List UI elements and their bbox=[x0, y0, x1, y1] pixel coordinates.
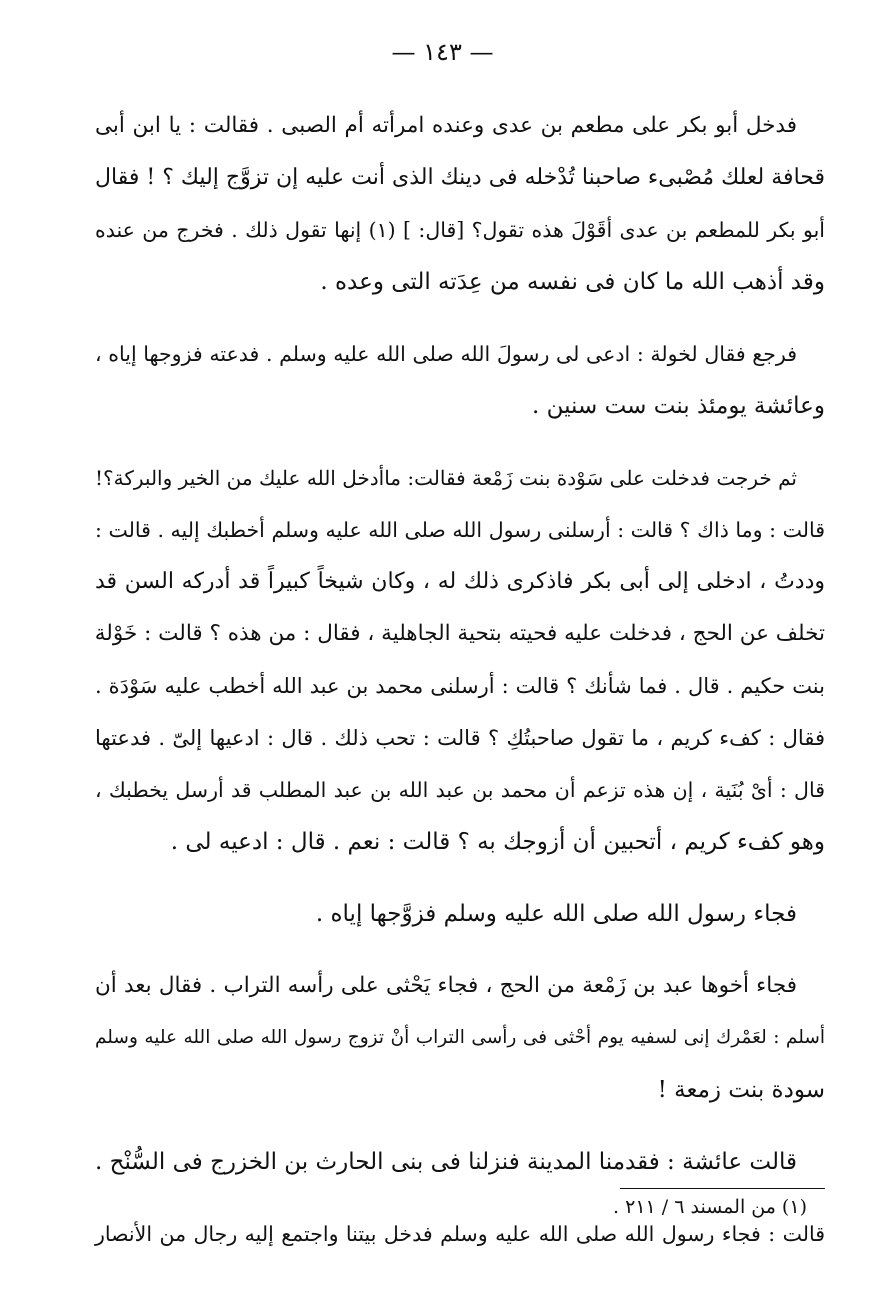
paragraph-1 bbox=[95, 100, 825, 308]
text-line: تخلف عن الحج ، فدخلت عليه فحيته بتحية الجاهلية ، فقال : من هذه ؟ قالت : خَوْلة bbox=[94, 621, 825, 646]
text-line: قالت : وما ذاك ؟ قالت : أرسلنى رسول الله صلى الله عليه وسلم أخطبك إليه . قالت : bbox=[95, 518, 825, 542]
text-line: وهو كفء كريم ، أتحبين أن أزوجك به ؟ قالت : نعم . قال : ادعيه لى . bbox=[170, 829, 825, 855]
text-line: قحافة لعلك مُصْبىء صاحبنا تُدْخله فى دينك الذى أنت عليه إن تزوَّج إليك ؟ ! فقال bbox=[95, 165, 825, 190]
page-number: — ١٤٣ — bbox=[391, 38, 494, 66]
text-line: قال : أىْ بُنَية ، إن هذه تزعم أن محمد بن عبد الله بن عبد المطلب قد أرسل يخطبك ، bbox=[95, 778, 825, 802]
text-line: ثم خرجت فدخلت على سَوْدة بنت زَمْعة فقالت: ماأدخل الله عليك من الخير والبركة؟! bbox=[95, 466, 797, 490]
text-line: سودة بنت زمعة ! bbox=[657, 1077, 825, 1103]
text-line: فجاء رسول الله صلى الله عليه وسلم فزوَّجها إياه . bbox=[315, 901, 797, 927]
text-line: قالت عائشة : فقدمنا المدينة فنزلنا فى بنى الحارث بن الخزرج فى السُّنْح . bbox=[94, 1149, 797, 1175]
text-line: فقال : كفء كريم ، ما تقول صاحبتُكِ ؟ قالت : تحب ذلك . قال : ادعيها إلىّ . فدعتها bbox=[95, 726, 825, 750]
body-text bbox=[95, 100, 825, 1280]
footnote: (١) من المسند ٦ / ٢١١ . bbox=[613, 1196, 807, 1218]
text-line: بنت حكيم . قال . فما شأنك ؟ قالت : أرسلنى محمد بن عبد الله أخطب عليه سَوْدَة . bbox=[95, 674, 825, 698]
paragraph-6 bbox=[95, 1136, 825, 1188]
text-line: قالت : فجاء رسول الله صلى الله عليه وسلم فدخل بيتنا واجتمع إليه رجال من الأنصار bbox=[95, 1222, 825, 1246]
paragraph-4 bbox=[95, 888, 825, 940]
text-line: وقد أذهب الله ما كان فى نفسه من عِدَته التى وعده . bbox=[320, 269, 825, 295]
text-line: فدخل أبو بكر على مطعم بن عدى وعنده امرأته أم الصبى . فقالت : يا ابن أبى bbox=[95, 113, 797, 138]
paragraph-3 bbox=[95, 452, 825, 868]
paragraph-2 bbox=[95, 328, 825, 432]
text-line: فرجع فقال لخولة : ادعى لى رسولَ الله صلى الله عليه وسلم . فدعته فزوجها إياه ، bbox=[95, 342, 797, 366]
text-line: فجاء أخوها عبد بن زَمْعة من الحج ، فجاء يَحْثى على رأسه التراب . فقال بعد أن bbox=[95, 973, 797, 998]
text-line: وعائشة يومئذ بنت ست سنين . bbox=[531, 393, 825, 419]
text-line: أسلم : لعَمْرك إنى لسفيه يوم أحْثى فى رأسى التراب أنْ تزوج رسول الله صلى الله عليه وسلم bbox=[95, 1027, 825, 1048]
text-line: وددتُ ، ادخلى إلى أبى بكر فاذكرى ذلك له ، وكان شيخاً كبيراً قد أدركه السن قد bbox=[95, 569, 825, 594]
paragraph-5 bbox=[95, 960, 825, 1116]
text-line: أبو بكر للمطعم بن عدى أقَوْلَ هذه تقول؟ [قال: ] (١) إنها تقول ذلك . فخرج من عنده bbox=[95, 218, 825, 242]
footnote-divider bbox=[620, 1188, 825, 1189]
